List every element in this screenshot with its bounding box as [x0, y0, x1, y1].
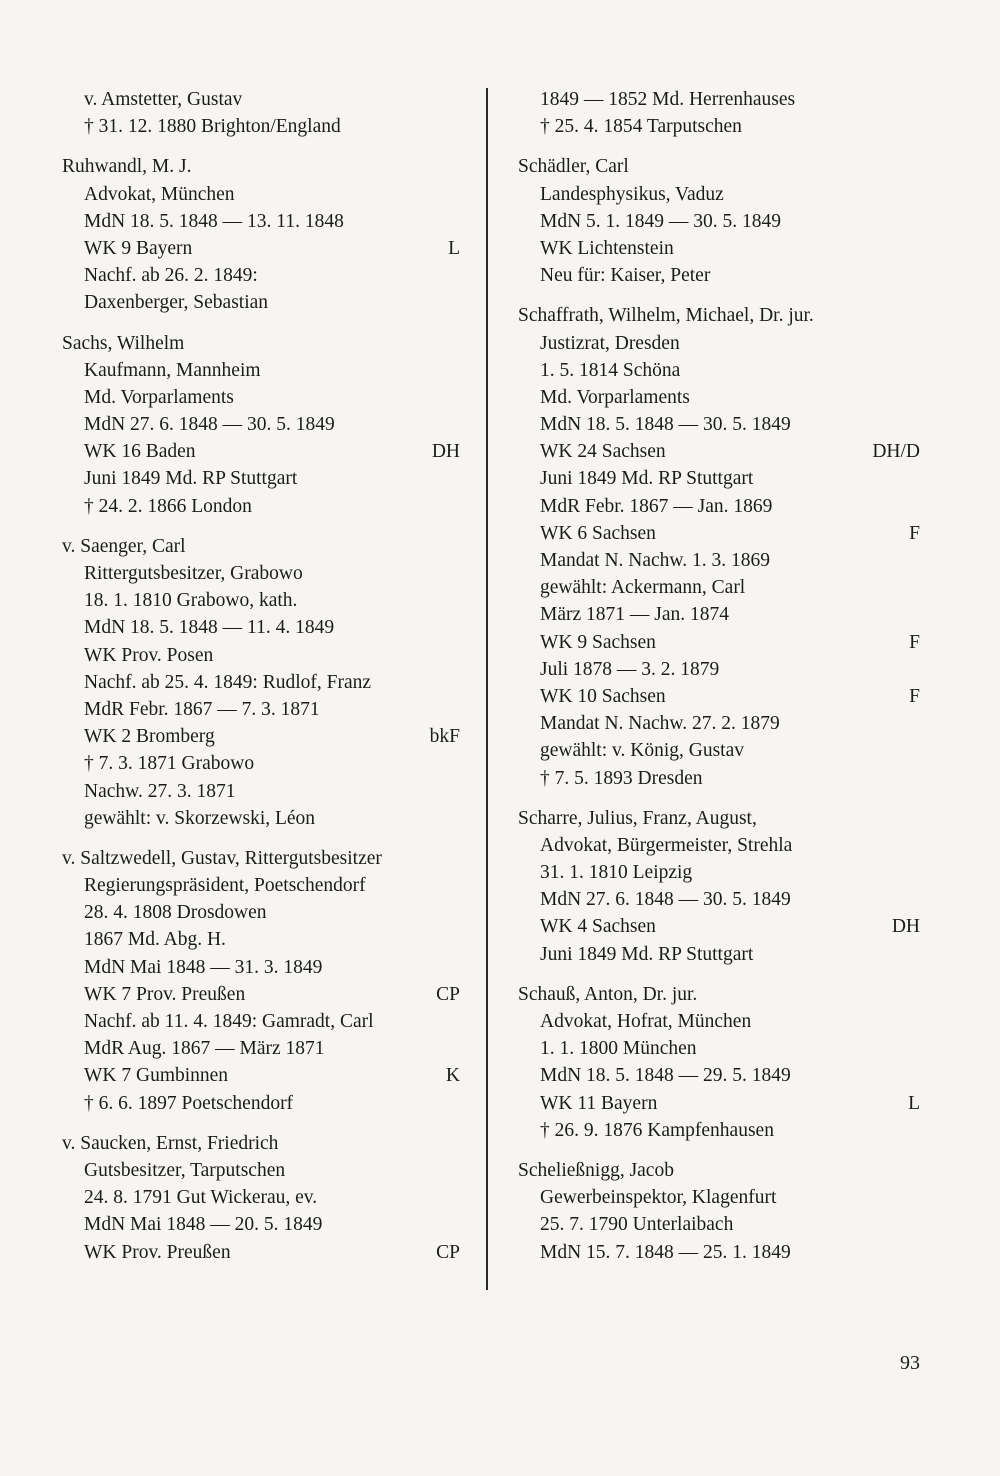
line-text: gewählt: v. Skorzewski, Léon	[84, 807, 316, 829]
line-text: Md. Vorparlaments	[540, 386, 690, 408]
line-text: Nachf. ab 26. 2. 1849:	[84, 265, 258, 287]
line-text: März 1871 — Jan. 1874	[540, 604, 730, 626]
line-text: Advokat, Hofrat, München	[540, 1011, 752, 1032]
entry-detail-line	[62, 805, 460, 832]
entry-detail-line	[62, 1239, 460, 1266]
entry-name-line	[518, 1157, 920, 1184]
line-text: 28. 4. 1808 Drosdowen	[84, 902, 267, 924]
entry-detail-line	[518, 683, 920, 710]
line-text: † 7. 5. 1893 Dresden	[540, 767, 703, 789]
entry-detail-line	[518, 411, 920, 438]
line-text: v. Amstetter, Gustav	[84, 89, 243, 110]
column-divider	[486, 88, 488, 1290]
entry-detail-line	[62, 181, 460, 208]
line-text: Regierungspräsident, Poetschendorf	[84, 875, 366, 897]
faction-tag: L	[448, 237, 460, 259]
line-text: WK 2 Bromberg	[84, 726, 215, 748]
entry-detail-line	[518, 438, 920, 465]
entry-detail-line	[62, 1211, 460, 1238]
entry-detail-line	[62, 778, 460, 805]
register-entry	[518, 981, 920, 1144]
entry-detail-line	[62, 723, 460, 750]
faction-tag: DH	[891, 916, 920, 938]
entry-name-line	[62, 330, 460, 357]
line-text: 25. 7. 1790 Unterlaibach	[540, 1214, 734, 1236]
entry-detail-line	[518, 601, 920, 628]
entry-detail-line	[518, 357, 920, 384]
entry-detail-line	[62, 1035, 460, 1062]
line-text: † 6. 6. 1897 Poetschendorf	[84, 1092, 294, 1114]
line-text: MdR Aug. 1867 — März 1871	[84, 1038, 325, 1060]
entry-detail-line	[518, 913, 920, 940]
entry-detail-line	[62, 208, 460, 235]
entry-detail-line	[62, 1008, 460, 1035]
entry-detail-line	[518, 208, 920, 235]
entry-detail-line	[62, 357, 460, 384]
line-text: 1849 — 1852 Md. Herrenhauses	[540, 89, 796, 110]
line-text: † 24. 2. 1866 London	[84, 495, 252, 517]
register-entry	[518, 153, 920, 289]
entry-detail-line	[518, 493, 920, 520]
entry-detail-line	[62, 872, 460, 899]
entry-detail-line	[518, 520, 920, 547]
line-text: † 31. 12. 1880 Brighton/England	[84, 116, 341, 138]
entry-detail-line	[518, 859, 920, 886]
line-text: Nachw. 27. 3. 1871	[84, 780, 236, 802]
line-text: Nachf. ab 25. 4. 1849: Rudlof, Franz	[84, 671, 372, 693]
line-text: Mandat N. Nachw. 1. 3. 1869	[540, 550, 770, 571]
entry-detail-line	[62, 493, 460, 520]
faction-tag: CP	[436, 1241, 460, 1263]
entry-detail-line	[62, 86, 460, 113]
register-entry	[518, 1157, 920, 1266]
entry-name-line	[518, 805, 920, 832]
line-text: Juni 1849 Md. RP Stuttgart	[84, 468, 298, 490]
entry-detail-line	[518, 181, 920, 208]
register-entry	[62, 153, 460, 316]
entry-detail-line	[518, 1062, 920, 1089]
left-column	[62, 86, 460, 1279]
register-entry	[62, 330, 460, 520]
line-text: Kaufmann, Mannheim	[84, 359, 261, 381]
entry-detail-line	[62, 289, 460, 316]
entry-detail-line	[62, 1184, 460, 1211]
line-text: WK 6 Sachsen	[540, 522, 656, 544]
entry-detail-line	[518, 941, 920, 968]
line-text: Nachf. ab 11. 4. 1849: Gamradt, Carl	[84, 1011, 374, 1032]
entry-detail-line	[62, 642, 460, 669]
line-text: Advokat, Bürgermeister, Strehla	[540, 834, 793, 856]
line-text: MdN 5. 1. 1849 — 30. 5. 1849	[540, 210, 782, 232]
entry-detail-line	[518, 1035, 920, 1062]
entry-detail-line	[62, 113, 460, 140]
faction-tag: DH	[431, 441, 460, 463]
line-text: Md. Vorparlaments	[84, 386, 234, 408]
faction-tag: DH/D	[872, 441, 920, 463]
entry-detail-line	[62, 926, 460, 953]
entry-detail-line	[518, 235, 920, 262]
entry-detail-line	[518, 330, 920, 357]
register-entry	[62, 1130, 460, 1266]
line-text: 1. 1. 1800 München	[540, 1038, 697, 1060]
line-text: WK Prov. Preußen	[84, 1241, 231, 1263]
entry-name-line	[62, 845, 460, 872]
entry-name-line	[62, 533, 460, 560]
line-text: Gutsbesitzer, Tarputschen	[84, 1159, 286, 1181]
entry-detail-line	[518, 547, 920, 574]
entry-detail-line	[518, 737, 920, 764]
line-text: WK 4 Sachsen	[540, 916, 656, 938]
entry-detail-line	[62, 614, 460, 641]
faction-tag: F	[909, 685, 920, 707]
line-text: MdN Mai 1848 — 20. 5. 1849	[84, 1214, 323, 1236]
line-text: 1. 5. 1814 Schöna	[540, 359, 681, 381]
line-text: Daxenberger, Sebastian	[84, 292, 269, 314]
entry-name-line	[62, 1130, 460, 1157]
line-text: Schauß, Anton, Dr. jur.	[518, 983, 698, 1005]
line-text: Neu für: Kaiser, Peter	[540, 265, 711, 287]
entry-detail-line	[62, 560, 460, 587]
line-text: MdN 18. 5. 1848 — 13. 11. 1848	[84, 210, 344, 232]
entry-detail-line	[62, 696, 460, 723]
line-text: MdR Febr. 1867 — 7. 3. 1871	[84, 698, 320, 720]
entry-detail-line	[518, 384, 920, 411]
entry-detail-line	[62, 438, 460, 465]
entry-detail-line	[518, 1117, 920, 1144]
entry-detail-line	[518, 1184, 920, 1211]
line-text: Scheließnigg, Jacob	[518, 1159, 674, 1181]
entry-detail-line	[518, 262, 920, 289]
line-text: MdN 15. 7. 1848 — 25. 1. 1849	[540, 1241, 791, 1263]
entry-detail-line	[62, 750, 460, 777]
entry-detail-line	[518, 765, 920, 792]
entry-detail-line	[518, 710, 920, 737]
line-text: MdN 18. 5. 1848 — 11. 4. 1849	[84, 617, 335, 639]
right-column	[518, 86, 920, 1279]
line-text: Juli 1878 — 3. 2. 1879	[540, 658, 720, 680]
faction-tag: F	[909, 522, 920, 544]
entry-detail-line	[518, 1008, 920, 1035]
register-entry	[518, 302, 920, 791]
entry-detail-line	[518, 1090, 920, 1117]
line-text: WK Prov. Posen	[84, 644, 214, 666]
entry-detail-line	[62, 384, 460, 411]
entry-name-line	[518, 153, 920, 180]
faction-tag: F	[909, 631, 920, 653]
register-entry	[62, 845, 460, 1117]
line-text: WK 11 Bayern	[540, 1092, 658, 1114]
line-text: Advokat, München	[84, 183, 235, 205]
entry-detail-line	[518, 86, 920, 113]
entry-detail-line	[62, 954, 460, 981]
entry-detail-line	[518, 574, 920, 601]
entry-detail-line	[62, 899, 460, 926]
line-text: Ruhwandl, M. J.	[62, 156, 192, 178]
register-entry	[62, 533, 460, 832]
entry-detail-line	[518, 886, 920, 913]
line-text: WK 7 Gumbinnen	[84, 1065, 229, 1087]
line-text: v. Saenger, Carl	[62, 535, 186, 557]
line-text: WK 9 Sachsen	[540, 631, 656, 653]
line-text: WK 9 Bayern	[84, 237, 193, 259]
register-entry	[518, 805, 920, 968]
faction-tag: bkF	[429, 726, 460, 748]
line-text: MdN 27. 6. 1848 — 30. 5. 1849	[540, 889, 791, 911]
line-text: Justizrat, Dresden	[540, 332, 680, 354]
entry-detail-line	[518, 656, 920, 683]
line-text: Juni 1849 Md. RP Stuttgart	[540, 943, 754, 965]
line-text: WK 7 Prov. Preußen	[84, 983, 246, 1005]
entry-detail-line	[62, 587, 460, 614]
line-text: MdN Mai 1848 — 31. 3. 1849	[84, 956, 323, 978]
entry-name-line	[62, 153, 460, 180]
line-text: † 26. 9. 1876 Kampfenhausen	[540, 1119, 774, 1141]
line-text: gewählt: Ackermann, Carl	[540, 577, 746, 599]
line-text: 1867 Md. Abg. H.	[84, 929, 226, 951]
line-text: gewählt: v. König, Gustav	[540, 740, 744, 762]
line-text: MdN 18. 5. 1848 — 29. 5. 1849	[540, 1065, 791, 1087]
page-number: 93	[900, 1352, 920, 1374]
line-text: MdN 27. 6. 1848 — 30. 5. 1849	[84, 414, 335, 436]
entry-detail-line	[518, 1239, 920, 1266]
line-text: Schädler, Carl	[518, 156, 629, 178]
entry-detail-line	[518, 629, 920, 656]
entry-detail-line	[518, 832, 920, 859]
entry-detail-line	[62, 1090, 460, 1117]
line-text: Juni 1849 Md. RP Stuttgart	[540, 468, 754, 490]
line-text: Schaffrath, Wilhelm, Michael, Dr. jur.	[518, 305, 814, 327]
entry-detail-line	[62, 1062, 460, 1089]
faction-tag: CP	[436, 983, 460, 1005]
line-text: Scharre, Julius, Franz, August,	[518, 807, 757, 829]
register-entry	[518, 86, 920, 140]
line-text: WK Lichtenstein	[540, 237, 674, 259]
line-text: Sachs, Wilhelm	[62, 332, 185, 354]
line-text: 31. 1. 1810 Leipzig	[540, 862, 693, 884]
line-text: 24. 8. 1791 Gut Wickerau, ev.	[84, 1187, 318, 1209]
line-text: MdN 18. 5. 1848 — 30. 5. 1849	[540, 414, 791, 436]
entry-detail-line	[62, 235, 460, 262]
entry-detail-line	[62, 669, 460, 696]
entry-detail-line	[62, 1157, 460, 1184]
register-entry	[62, 86, 460, 140]
entry-name-line	[518, 981, 920, 1008]
line-text: † 25. 4. 1854 Tarputschen	[540, 116, 742, 138]
entry-name-line	[518, 302, 920, 329]
entry-detail-line	[62, 262, 460, 289]
entry-detail-line	[518, 465, 920, 492]
entry-detail-line	[62, 465, 460, 492]
entry-detail-line	[62, 981, 460, 1008]
entry-detail-line	[518, 113, 920, 140]
line-text: Gewerbeinspektor, Klagenfurt	[540, 1187, 777, 1209]
entry-detail-line	[62, 411, 460, 438]
line-text: v. Saucken, Ernst, Friedrich	[62, 1132, 279, 1154]
line-text: WK 10 Sachsen	[540, 685, 666, 707]
line-text: WK 16 Baden	[84, 441, 196, 463]
faction-tag: L	[908, 1092, 920, 1114]
entry-detail-line	[518, 1211, 920, 1238]
faction-tag: K	[445, 1065, 460, 1087]
line-text: MdR Febr. 1867 — Jan. 1869	[540, 495, 773, 517]
line-text: 18. 1. 1810 Grabowo, kath.	[84, 590, 298, 612]
line-text: † 7. 3. 1871 Grabowo	[84, 753, 255, 775]
line-text: Landesphysikus, Vaduz	[540, 183, 724, 205]
line-text: v. Saltzwedell, Gustav, Rittergutsbesitzer	[62, 847, 382, 869]
line-text: WK 24 Sachsen	[540, 441, 666, 463]
line-text: Mandat N. Nachw. 27. 2. 1879	[540, 713, 780, 735]
line-text: Rittergutsbesitzer, Grabowo	[84, 563, 303, 584]
